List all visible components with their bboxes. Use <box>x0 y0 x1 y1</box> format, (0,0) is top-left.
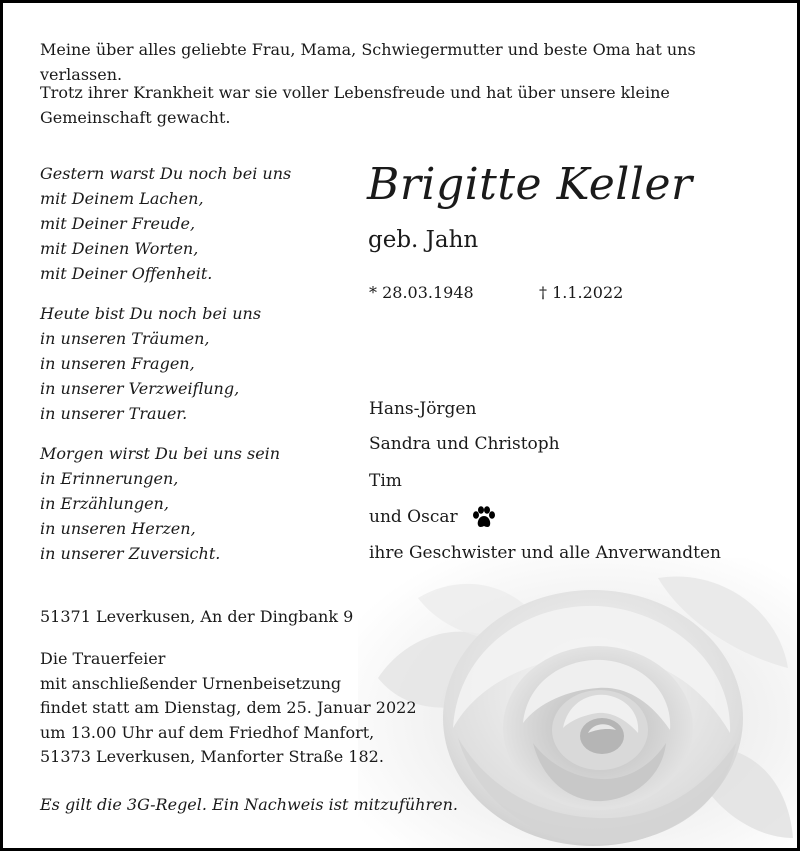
intro-text-1: Meine über alles geliebte Frau, Mama, Schwiegermutter und beste Oma hat uns verlassen. <box>40 40 696 84</box>
poem-line: in Erinnerungen, <box>40 469 179 488</box>
intro-text-2: Trotz ihrer Krankheit war sie voller Lebensfreude und hat über unsere kleine Gemeinschaft gewacht. <box>40 83 670 127</box>
service-line: Die Trauerfeier <box>40 649 166 668</box>
mourner-pet <box>369 504 497 530</box>
poem-line: in unserer Trauer. <box>40 404 188 423</box>
mourner-name: Tim <box>369 471 402 491</box>
poem-line: in unseren Herzen, <box>40 519 196 538</box>
mourner-name: und Oscar <box>369 507 458 527</box>
mourner-relatives: ihre Geschwister und alle Anverwandten <box>369 543 721 563</box>
poem-stanza-1 <box>40 161 340 286</box>
funeral-service-details <box>40 647 417 770</box>
address: 51371 Leverkusen, An der Dingbank 9 <box>40 607 354 626</box>
poem-line: in Erzählungen, <box>40 494 169 513</box>
poem-stanza-3 <box>40 441 340 566</box>
poem-line: Heute bist Du noch bei uns <box>40 304 262 323</box>
poem-line: mit Deinem Lachen, <box>40 189 204 208</box>
poem-line: in unserer Zuversicht. <box>40 544 221 563</box>
poem-line: mit Deinen Worten, <box>40 239 199 258</box>
poem-line: in unserer Verzweiflung, <box>40 379 240 398</box>
poem-line: in unseren Fragen, <box>40 354 195 373</box>
poem-line: Morgen wirst Du bei uns sein <box>40 444 281 463</box>
covid-rule-note: Es gilt die 3G-Regel. Ein Nachweis ist mitzuführen. <box>40 795 458 814</box>
poem-line: Gestern warst Du noch bei uns <box>40 164 292 183</box>
birth-date: * 28.03.1948 <box>369 283 474 302</box>
service-line: findet statt am Dienstag, dem 25. Januar 2022 <box>40 698 417 717</box>
service-line: 51373 Leverkusen, Manforter Straße 182. <box>40 747 384 766</box>
mourner-name: Sandra und Christoph <box>369 434 560 454</box>
paw-print-icon <box>471 506 497 530</box>
service-line: mit anschließender Urnenbeisetzung <box>40 673 342 693</box>
poem-stanza-2 <box>40 301 340 426</box>
maiden-name: geb. Jahn <box>368 227 479 253</box>
poem-line: mit Deiner Offenheit. <box>40 264 213 283</box>
deceased-name: Brigitte Keller <box>367 159 693 210</box>
poem-line: mit Deiner Freude, <box>40 214 196 233</box>
poem-line: in unseren Träumen, <box>40 329 210 348</box>
mourner-name: Hans-Jörgen <box>369 399 477 419</box>
death-date: † 1.1.2022 <box>539 283 624 302</box>
service-line: um 13.00 Uhr auf dem Friedhof Manfort, <box>40 722 375 742</box>
